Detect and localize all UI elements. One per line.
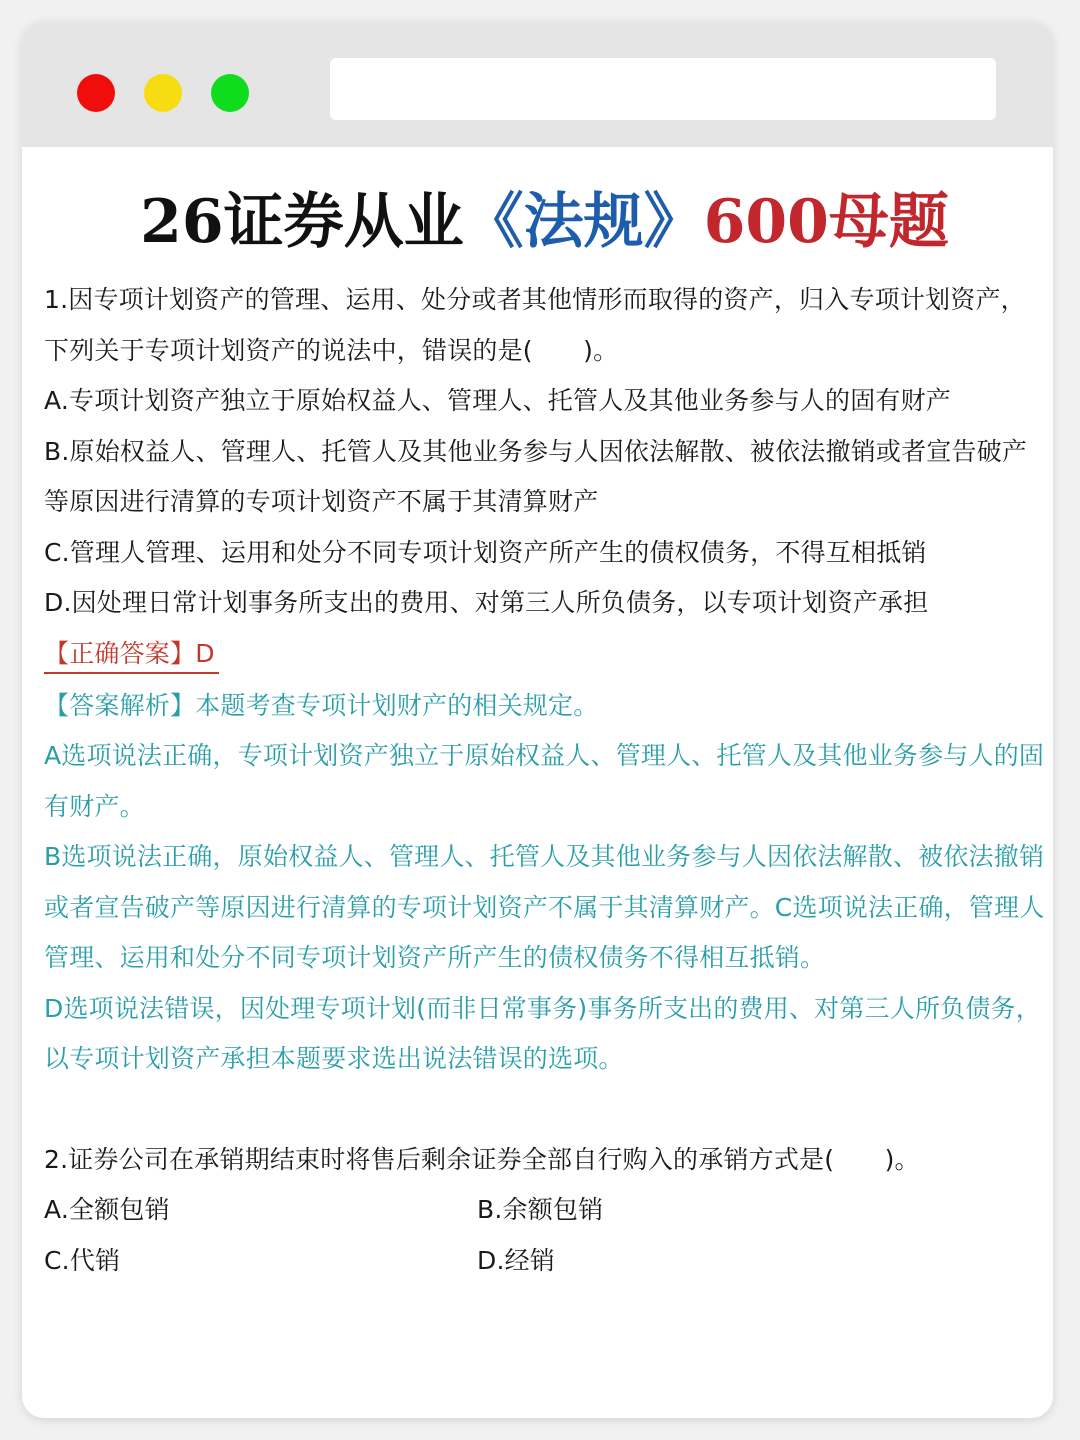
title-part-2: 《法规》	[463, 187, 704, 257]
analysis-option-a: A选项说法正确，专项计划资产独立于原始权益人、管理人、托管人及其他业务参与人的固有财产。	[44, 741, 1045, 821]
question-1-option-a: A.专项计划资产独立于原始权益人、管理人、托管人及其他业务参与人的固有财产	[44, 386, 952, 415]
browser-window	[22, 22, 1053, 1418]
minimize-window-button[interactable]	[144, 74, 182, 112]
question-1-option-b: B.原始权益人、管理人、托管人及其他业务参与人因依法解散、被依法撤销或者宣告破产等原因进行清算的专项计划资产不属于其清算财产	[44, 436, 1028, 516]
question-2-option-d: D.经销	[477, 1245, 555, 1275]
maximize-window-button[interactable]	[211, 74, 249, 112]
question-2-option-c: C.代销	[44, 1245, 121, 1275]
title-part-1: 26证券从业	[140, 187, 464, 257]
analysis-title: 【答案解析】本题考查专项计划财产的相关规定。	[44, 690, 599, 720]
question-2-option-a: A.全额包销	[44, 1195, 170, 1224]
title-part-3: 600母题	[703, 187, 949, 257]
question-2	[44, 1135, 1045, 1287]
address-bar[interactable]	[330, 58, 996, 120]
page-content	[44, 147, 1045, 1286]
page-title	[44, 177, 1045, 267]
question-1-answer-row	[44, 629, 1045, 681]
analysis-option-bc: B选项说法正确，原始权益人、管理人、托管人及其他业务参与人因依法解散、被依法撤销或者宣告破产等原因进行清算的专项计划资产不属于其清算财产。C选项说法正确，管理人管理、运用和处分不同专项计划资产所产生的债权债务不得相互抵销。	[44, 842, 1045, 972]
question-2-options	[44, 1185, 1045, 1286]
question-1-option-d: D.因处理日常计划事务所支出的费用、对第三人所负债务，以专项计划资产承担	[44, 588, 929, 617]
question-2-stem: 2.证券公司在承销期结束时将售后剩余证券全部自行购入的承销方式是( )。	[44, 1144, 920, 1174]
question-1	[44, 275, 1045, 1085]
question-1-option-c: C.管理人管理、运用和处分不同专项计划资产所产生的债权债务，不得互相抵销	[44, 537, 927, 567]
close-window-button[interactable]	[77, 74, 115, 112]
correct-answer: 【正确答案】D	[44, 636, 219, 674]
window-titlebar	[22, 22, 1053, 147]
question-1-stem: 1.因专项计划资产的管理、运用、处分或者其他情形而取得的资产，归入专项计划资产，下列关于专项计划资产的说法中，错误的是( )。	[44, 285, 1026, 365]
question-2-option-b: B.余额包销	[477, 1195, 604, 1224]
analysis-option-d: D选项说法错误，因处理专项计划(而非日常事务)事务所支出的费用、对第三人所负债务，以专项计划资产承担本题要求选出说法错误的选项。	[44, 993, 1041, 1073]
